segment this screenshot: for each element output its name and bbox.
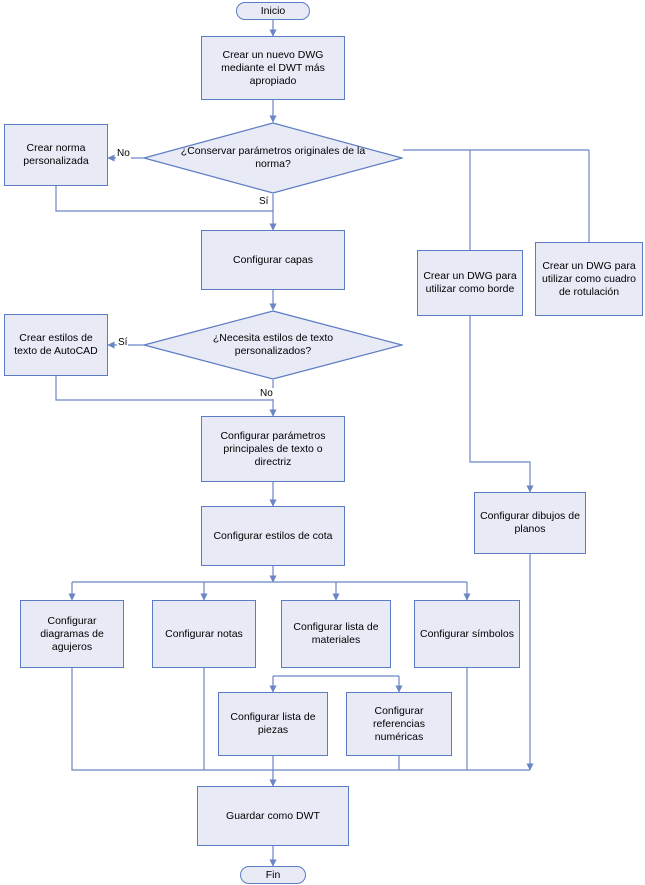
node-label: Configurar notas [165, 627, 243, 640]
edge-label-si-estilos: Sí [118, 337, 128, 348]
node-label: Configurar referencias numéricas [373, 704, 425, 743]
node-label: Fin [265, 868, 281, 881]
node-decision-conservar-norma[interactable] [143, 122, 403, 194]
node-label: Crear estilos de texto de AutoCAD [14, 332, 98, 357]
edge-label-no-norma: No [117, 148, 130, 159]
edge-label-no-estilos: No [260, 388, 273, 399]
node-crear-norma-personalizada[interactable] [4, 124, 108, 186]
node-configurar-referencias-numericas[interactable] [346, 692, 452, 756]
edge-label-si-norma: Sí [259, 196, 269, 207]
node-fin[interactable] [240, 866, 306, 884]
node-configurar-lista-materiales[interactable] [281, 600, 391, 668]
node-label: Configurar estilos de cota [213, 529, 333, 542]
node-configurar-dibujos-planos[interactable] [474, 492, 586, 554]
node-inicio[interactable] [236, 2, 310, 20]
node-label: Configurar diagramas de agujeros [40, 614, 104, 653]
node-label: Guardar como DWT [226, 809, 320, 822]
node-configurar-diagramas-agujeros[interactable] [20, 600, 124, 668]
node-label: Crear un nuevo DWG mediante el DWT más apropiado [221, 48, 325, 87]
node-decision-estilos-texto[interactable] [143, 310, 403, 380]
node-crear-dwg[interactable] [201, 36, 345, 100]
node-label: ¿Necesita estilos de texto personalizados? [212, 332, 334, 357]
node-crear-estilos-texto[interactable] [4, 314, 108, 376]
node-label: Configurar símbolos [420, 627, 514, 640]
node-configurar-simbolos[interactable] [414, 600, 520, 668]
node-configurar-notas[interactable] [152, 600, 256, 668]
node-label: ¿Conservar parámetros originales de la norma? [180, 145, 366, 170]
node-label: Crear un DWG para utilizar como cuadro de rotulación [542, 259, 636, 298]
node-label: Configurar lista de materiales [293, 621, 379, 646]
node-configurar-parametros-texto[interactable] [201, 416, 345, 482]
node-configurar-lista-piezas[interactable] [218, 692, 328, 756]
node-label: Configurar capas [233, 253, 313, 266]
node-crear-dwg-rotulacion[interactable] [535, 242, 643, 316]
node-label: Configurar lista de piezas [230, 711, 316, 736]
node-label: Configurar parámetros principales de texto o directriz [220, 429, 326, 468]
node-crear-dwg-borde[interactable] [417, 250, 523, 316]
node-configurar-capas[interactable] [201, 230, 345, 290]
node-label: Configurar dibujos de planos [480, 510, 580, 535]
node-label: Crear un DWG para utilizar como borde [423, 270, 517, 295]
node-label: Crear norma personalizada [23, 142, 89, 167]
node-guardar-como-dwt[interactable] [197, 786, 349, 846]
node-configurar-estilos-cota[interactable] [201, 506, 345, 566]
node-label: Inicio [260, 4, 286, 17]
